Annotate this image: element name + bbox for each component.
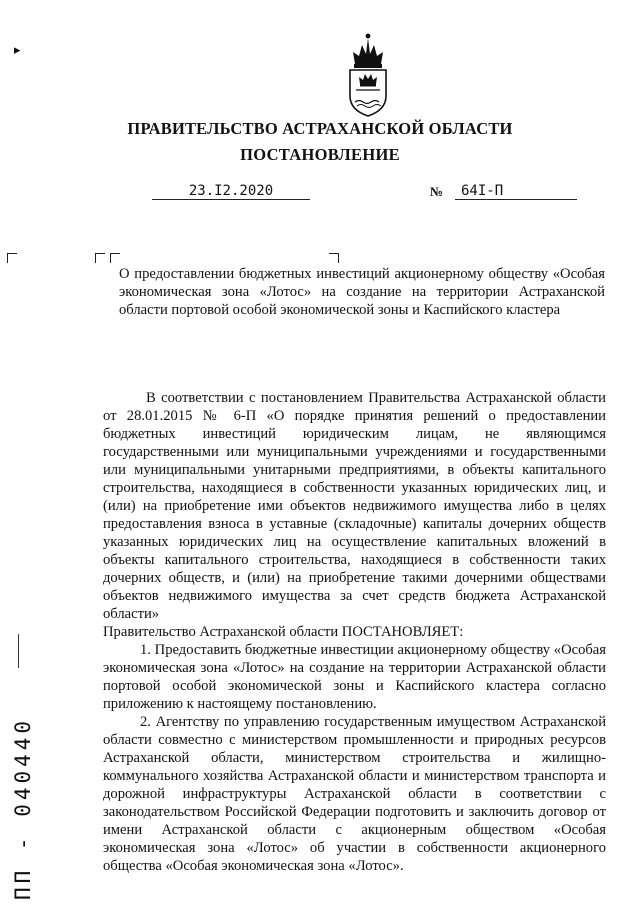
corner-mark	[329, 253, 339, 263]
document-subject: О предоставлении бюджетных инвестиций акционерному обществу «Особая экономическая зона «Лотос» на создание на территории Астраханской области портовой особой экономической зоны и Каспийского кластера	[119, 266, 605, 318]
document-number: 64I-П	[455, 183, 577, 200]
margin-line	[18, 634, 19, 668]
document-body	[103, 389, 606, 875]
coat-of-arms-icon	[343, 30, 393, 118]
document-date: 23.I2.2020	[152, 183, 310, 200]
corner-mark	[110, 253, 120, 263]
item-1-paragraph: 1. Предоставить бюджетные инвестиции акционерному обществу «Особая экономическая зона «Лотос» на создание на территории Астраханской области портовой особой экономической зоны и Каспийского кластера согласно приложению к настоящему постановлению.	[103, 642, 606, 712]
margin-arrow-icon: ▸	[14, 43, 21, 58]
preamble-paragraph: В соответствии с постановлением Правительства Астраханской области от 28.01.2015 № 6-П «О порядке принятия решений о предоставлении бюджетных инвестиций юридическим лицам, не являющимся государственными или муниципальными учреждениями и государственными или муниципальными унитарными предприятиями, в объекты капитального строительства, находящиеся в собственности указанных юридических лиц, и (или) на приобретение ими объектов недвижимого имущества либо в целях предоставления взноса в уставные (складочные) капиталы дочерних обществ указанных юридических лиц на осуществление капитальных вложений в объекты капитального строительства, находящиеся в собственности таких дочерних обществ, и (или) на приобретение такими дочерними обществами объектов недвижимого имущества за счет средств бюджета Астраханской области»	[103, 390, 606, 622]
form-serial-number: ПП - 040440	[11, 716, 35, 900]
document-type: ПОСТАНОВЛЕНИЕ	[240, 145, 400, 164]
item-2-paragraph: 2. Агентству по управлению государственным имуществом Астраханской области совместно с министерством промышленности и природных ресурсов Астраханской области, министерством строительства и жилищно-коммунального хозяйства Астраханской области и министерством транспорта и дорожной инфраструктуры Астраханской области в соответствии с законодательством Российской Федерации подготовить и заключить договор от имени Астраханской области с акционерным обществом «Особая экономическая зона «Лотос» об участии в собственности акционерного общества «Особая экономическая зона «Лотос».	[103, 714, 606, 874]
corner-mark	[7, 253, 17, 263]
decree-line: Правительство Астраханской области ПОСТАНОВЛЯЕТ:	[103, 624, 464, 640]
organization-title: ПРАВИТЕЛЬСТВО АСТРАХАНСКОЙ ОБЛАСТИ	[127, 119, 513, 138]
number-sign: №	[430, 184, 444, 199]
corner-mark	[95, 253, 105, 263]
